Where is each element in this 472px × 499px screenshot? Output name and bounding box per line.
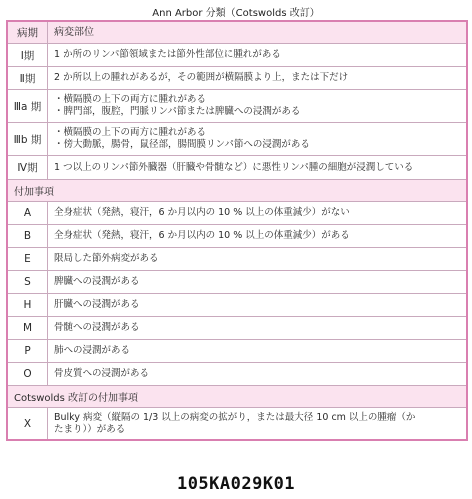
stage-description-line: 1 つ以上のリンパ節外臓器（肝臓や骨髄など）に悪性リンパ腫の細胞が浸潤している [54,161,414,173]
additional-row [8,293,466,316]
stage-row [8,122,466,155]
stage-description-line: ・脾門部，腹腔，門脈リンパ節または脾臓への浸潤がある [54,106,301,117]
additional-description-line: 全身症状（発熱，寝汗，6 か月以内の 10 % 以上の体重減少）がある [54,230,350,241]
additional-description [48,248,466,270]
additional-description [48,317,466,339]
additional-description [48,202,466,224]
additional-label: B [8,225,48,247]
additional-section-title: 付加事項 [14,187,54,198]
additional-description [48,294,466,316]
header-stage-label: 病期 [8,22,48,43]
additional-description-line: 脾臓への浸潤がある [54,276,140,287]
additional-description [48,363,466,385]
stage-row [8,66,466,89]
stage-description [48,44,466,66]
ann-arbor-table [6,20,468,441]
stage-row [8,43,466,66]
stage-description-line: ・傍大動脈，腸骨，鼠径部，腸間膜リンパ節への浸潤がある [54,139,310,150]
cotswolds-section-title: Cotswolds 改訂の付加事項 [14,393,139,404]
stage-description [48,123,466,155]
cotswolds-section-header [8,385,466,407]
additional-description-line: 骨髄への浸潤がある [54,322,140,333]
cotswolds-label: X [8,408,48,439]
stage-label: Ⅲa 期 [8,90,48,122]
stage-row [8,89,466,122]
additional-description-line: 骨皮質への浸潤がある [54,368,150,379]
additional-label: A [8,202,48,224]
stage-label: Ⅳ期 [8,156,48,179]
cotswolds-row [8,407,466,439]
stage-description-line: 1 か所のリンパ節領域または節外性部位に腫れがある [54,49,281,60]
additional-description-line: 限局した節外病変がある [54,253,159,264]
additional-section-header [8,179,466,201]
stage-label: Ⅱ期 [8,67,48,89]
cotswolds-description-line: Bulky 病変（縦隔の 1/3 以上の病変の拡がり，または最大径 10 cm 以上の腫瘤（か [54,411,416,423]
cotswolds-description-line: たまり））がある [54,423,126,435]
additional-description-line: 肺への浸潤がある [54,345,131,356]
additional-row [8,316,466,339]
stage-description [48,67,466,89]
additional-label: M [8,317,48,339]
table-title: Ann Arbor 分類（Cotswolds 改訂） [152,8,320,19]
additional-row [8,201,466,224]
additional-label: O [8,363,48,385]
additional-description-line: 肝臓への浸潤がある [54,299,140,310]
additional-label: H [8,294,48,316]
table-header-row [8,22,466,43]
stage-label: Ⅲb 期 [8,123,48,155]
additional-row [8,224,466,247]
stage-description-line: ・横隔膜の上下の両方に腫れがある [54,94,207,105]
stage-description [48,90,466,122]
additional-description [48,225,466,247]
additional-row [8,270,466,293]
stage-description-line: 2 か所以上の腫れがあるが，その範囲が横隔膜より上，または下だけ [54,72,349,83]
stage-description-line: ・横隔膜の上下の両方に腫れがある [54,127,207,138]
stage-label: Ⅰ期 [8,44,48,66]
question-code: 105KA029K01 [176,474,296,494]
additional-description [48,271,466,293]
stage-description [48,156,466,179]
header-site-label: 病変部位 [54,26,94,38]
additional-description-line: 全身症状（発熱，寝汗，6 か月以内の 10 % 以上の体重減少）がない [54,207,350,218]
stage-row [8,155,466,179]
additional-description [48,340,466,362]
cotswolds-description [48,408,466,439]
additional-row [8,247,466,270]
additional-label: P [8,340,48,362]
additional-row [8,362,466,385]
additional-label: S [8,271,48,293]
additional-label: E [8,248,48,270]
additional-row [8,339,466,362]
